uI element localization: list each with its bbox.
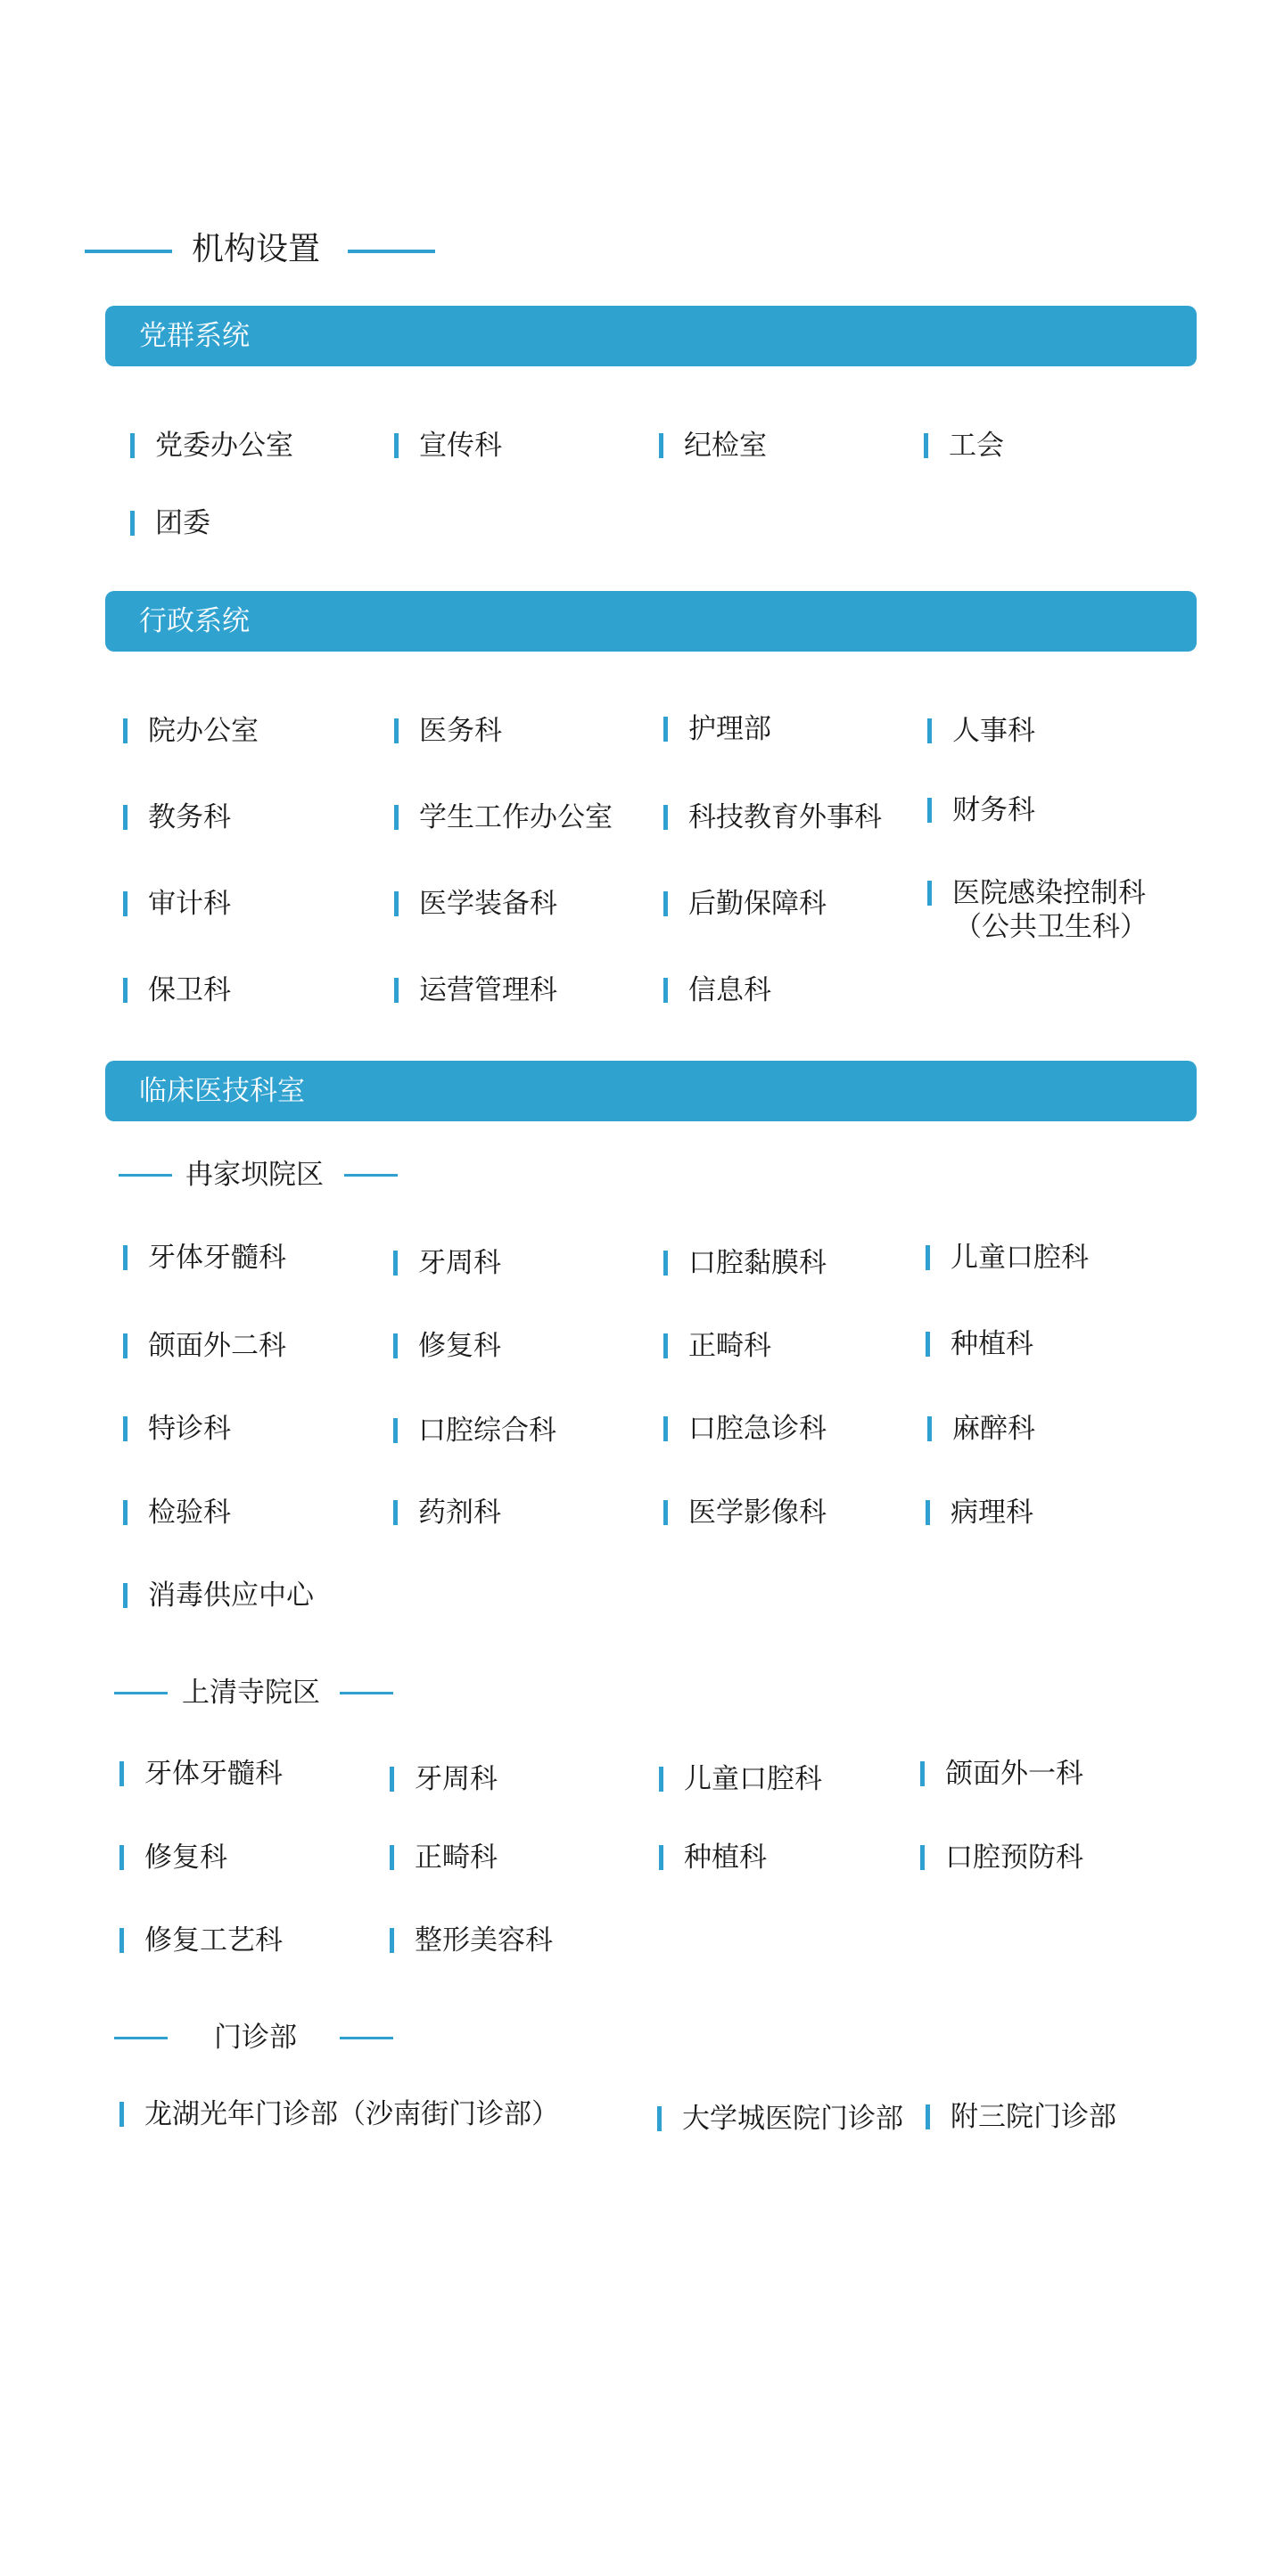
item-label: 后勤保障科 — [688, 888, 827, 920]
item-label: 整形美容科 — [415, 1924, 553, 1957]
item-marker — [394, 805, 399, 830]
item-marker — [130, 433, 135, 458]
item-label: 牙周科 — [415, 1763, 498, 1795]
item-label: 保卫科 — [148, 974, 231, 1006]
item-marker — [394, 433, 399, 458]
item-label: 牙体牙髓科 — [148, 1242, 286, 1274]
item-label: 口腔综合科 — [418, 1415, 556, 1447]
item-label: 教务科 — [148, 801, 231, 833]
item-label: 修复科 — [144, 1842, 227, 1874]
item-marker — [123, 978, 128, 1003]
item-marker — [130, 511, 135, 536]
item-label: 财务科 — [952, 794, 1035, 826]
item-marker — [927, 718, 932, 743]
item-marker — [123, 1333, 128, 1358]
item-label: 口腔急诊科 — [688, 1413, 827, 1445]
title-line-left — [85, 250, 172, 253]
item-marker — [657, 2106, 662, 2131]
subtitle-line-left — [114, 1692, 168, 1694]
subtitle-line-right — [340, 2037, 393, 2039]
item-marker — [927, 1416, 932, 1441]
item-marker — [123, 1500, 128, 1525]
item-label: 口腔预防科 — [945, 1842, 1083, 1874]
item-label: 医院感染控制科 — [952, 877, 1146, 909]
item-label: 特诊科 — [148, 1413, 231, 1445]
item-marker — [663, 1500, 668, 1525]
section-title: 行政系统 — [139, 605, 250, 637]
item-label: 院办公室 — [148, 715, 259, 747]
item-marker — [920, 1845, 925, 1870]
subtitle-line-left — [114, 2037, 168, 2039]
section-header-clinical — [105, 1061, 1197, 1121]
item-marker — [926, 1500, 930, 1525]
item-label: 正畸科 — [415, 1842, 498, 1874]
item-marker — [390, 1845, 394, 1870]
item-marker — [119, 1761, 124, 1786]
item-marker — [663, 1251, 668, 1276]
item-label: 口腔黏膜科 — [688, 1247, 827, 1279]
item-marker — [394, 978, 399, 1003]
item-marker — [924, 433, 928, 458]
item-label: 消毒供应中心 — [148, 1579, 314, 1612]
item-marker — [394, 891, 399, 916]
subsection-title-group — [114, 2020, 471, 2055]
item-marker — [119, 2102, 124, 2127]
item-label: 儿童口腔科 — [684, 1763, 822, 1795]
item-marker — [663, 891, 668, 916]
item-marker — [394, 718, 399, 743]
item-marker — [123, 1245, 128, 1270]
item-label: 医学影像科 — [688, 1497, 827, 1529]
item-marker — [123, 891, 128, 916]
item-label: 儿童口腔科 — [951, 1242, 1089, 1274]
item-marker — [663, 1333, 668, 1358]
item-label: 运营管理科 — [419, 974, 557, 1006]
item-marker — [390, 1928, 394, 1953]
item-marker — [659, 1845, 663, 1870]
item-label: 龙湖光年门诊部（沙南街门诊部） — [144, 2098, 559, 2130]
item-marker — [393, 1500, 398, 1525]
item-marker — [920, 1761, 925, 1786]
item-label: 科技教育外事科 — [688, 801, 882, 833]
item-marker — [663, 1416, 668, 1441]
item-marker — [663, 805, 668, 830]
item-label: 附三院门诊部 — [951, 2101, 1116, 2133]
item-marker — [926, 2104, 930, 2129]
item-label: 护理部 — [688, 713, 771, 745]
subsection-title-group — [119, 1157, 475, 1193]
item-label: 团委 — [155, 507, 210, 539]
item-marker — [926, 1245, 930, 1270]
item-label: 颌面外一科 — [945, 1758, 1083, 1790]
item-marker — [659, 433, 663, 458]
item-marker — [663, 717, 668, 742]
item-marker — [119, 1845, 124, 1870]
item-label: 大学城医院门诊部 — [682, 2103, 903, 2135]
item-label: 牙周科 — [418, 1247, 501, 1279]
item-marker — [927, 798, 932, 823]
section-title: 党群系统 — [139, 320, 250, 352]
item-label: 种植科 — [951, 1328, 1033, 1360]
item-marker — [927, 881, 932, 906]
subsection-title: 冉家坝院区 — [185, 1159, 324, 1191]
item-label: 审计科 — [148, 888, 231, 920]
section-header-admin — [105, 591, 1197, 652]
item-label: 修复科 — [418, 1330, 501, 1362]
subtitle-line-right — [340, 1692, 393, 1694]
item-marker — [663, 978, 668, 1003]
item-label: 党委办公室 — [155, 430, 293, 462]
item-label: 修复工艺科 — [144, 1924, 283, 1957]
subtitle-line-right — [344, 1174, 398, 1177]
item-label: 药剂科 — [418, 1497, 501, 1529]
subsection-title-group — [114, 1675, 471, 1710]
item-label: 信息科 — [688, 974, 771, 1006]
item-marker — [659, 1767, 663, 1792]
item-marker — [926, 1332, 930, 1357]
item-marker — [393, 1418, 398, 1443]
section-header-party — [105, 306, 1197, 366]
item-label: 宣传科 — [419, 430, 502, 462]
item-label: 种植科 — [684, 1842, 767, 1874]
item-marker — [123, 718, 128, 743]
subtitle-line-left — [119, 1174, 172, 1177]
item-marker — [119, 1928, 124, 1953]
subsection-title: 上清寺院区 — [182, 1677, 320, 1709]
title-line-right — [348, 250, 435, 253]
page-title: 机构设置 — [192, 231, 321, 267]
item-label: 医学装备科 — [419, 888, 557, 920]
item-label: 麻醉科 — [952, 1413, 1035, 1445]
item-label: 正畸科 — [688, 1330, 771, 1362]
section-title: 临床医技科室 — [139, 1075, 305, 1107]
item-label: 人事科 — [952, 715, 1035, 747]
item-marker — [123, 1416, 128, 1441]
item-label: 颌面外二科 — [148, 1330, 286, 1362]
item-label: 医务科 — [419, 715, 502, 747]
item-label: 牙体牙髓科 — [144, 1758, 283, 1790]
subsection-title: 门诊部 — [214, 2022, 297, 2054]
item-label: 学生工作办公室 — [419, 801, 613, 833]
item-label: 工会 — [949, 430, 1004, 462]
item-label: 纪检室 — [684, 430, 767, 462]
item-marker — [393, 1333, 398, 1358]
item-marker — [123, 805, 128, 830]
item-marker — [390, 1767, 394, 1792]
item-label-continued: （公共卫生科） — [954, 911, 1148, 943]
item-label: 病理科 — [951, 1497, 1033, 1529]
item-label: 检验科 — [148, 1497, 231, 1529]
item-marker — [393, 1251, 398, 1276]
item-marker — [123, 1583, 128, 1608]
page-title-group — [85, 227, 441, 272]
